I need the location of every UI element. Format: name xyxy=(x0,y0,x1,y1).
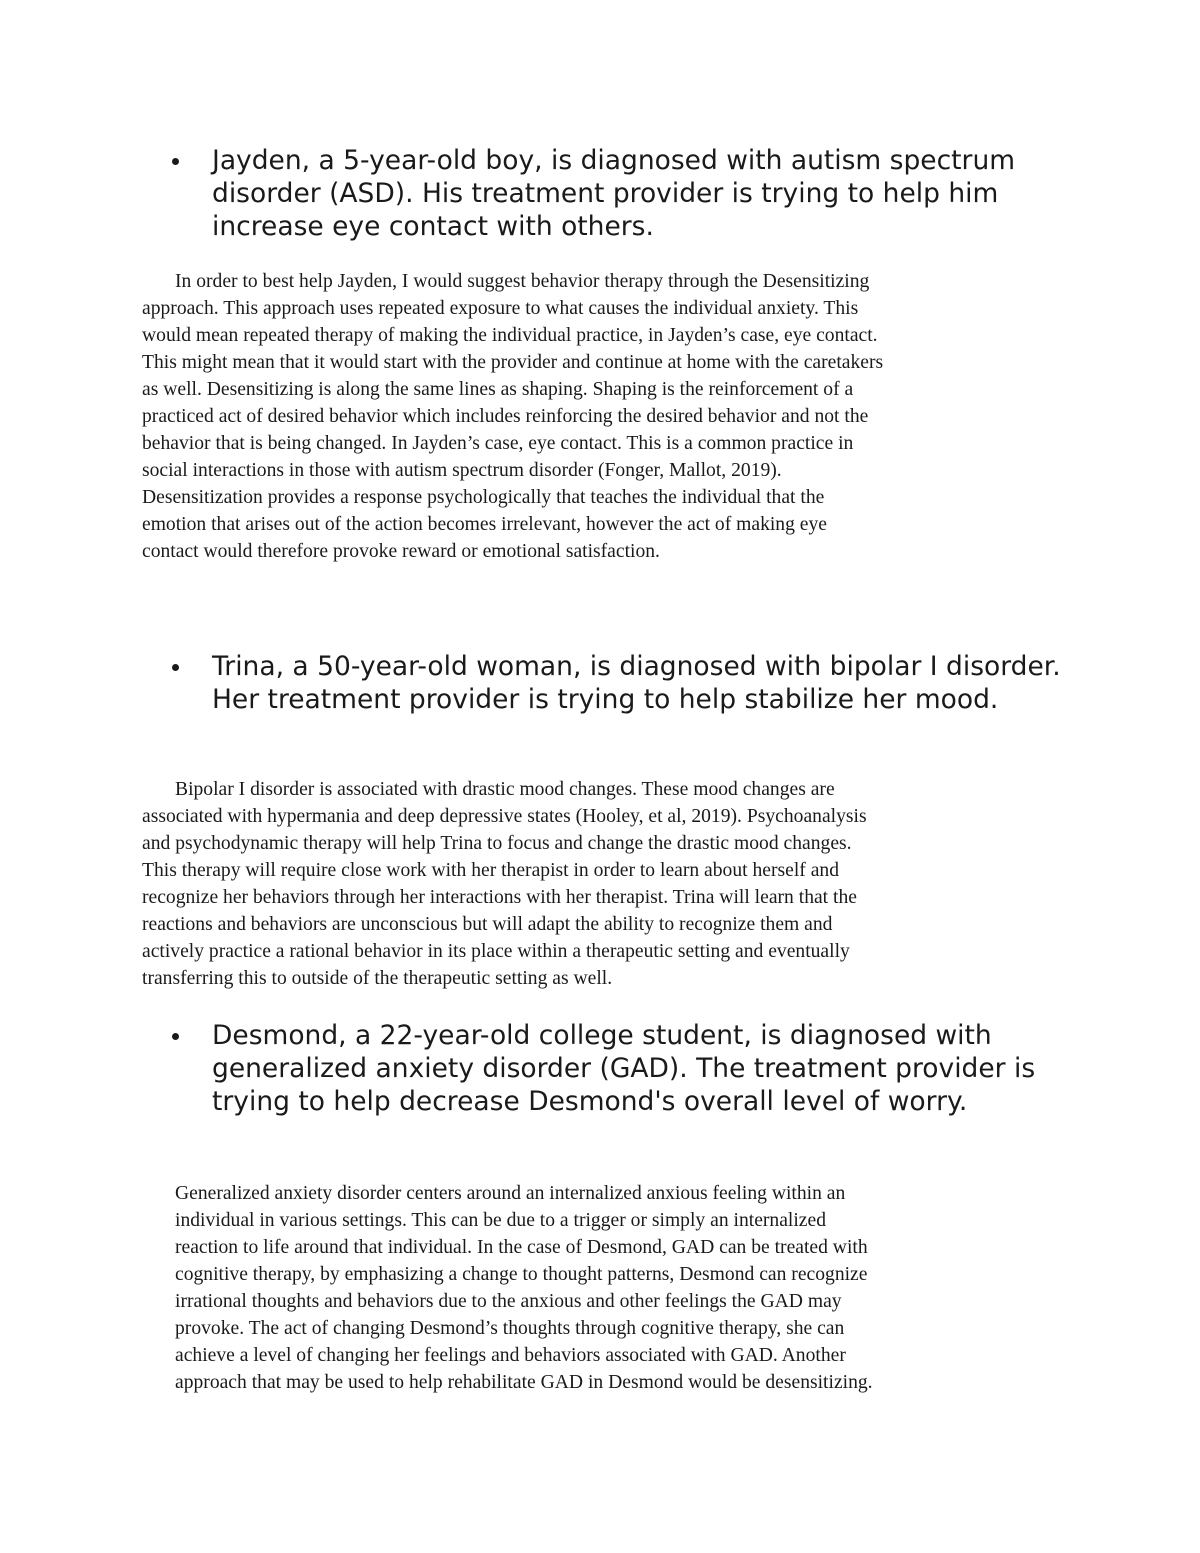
paragraph-line: contact would therefore provoke reward or emotional satisfaction. xyxy=(142,541,660,562)
paragraph-line: This therapy will require close work with her therapist in order to learn about herself and xyxy=(142,860,839,881)
paragraph-line: and psychodynamic therapy will help Trina to focus and change the drastic mood changes. xyxy=(142,833,852,854)
paragraph-line: individual in various settings. This can be due to a trigger or simply an internalized xyxy=(175,1210,826,1231)
paragraph-line: Bipolar I disorder is associated with drastic mood changes. These mood changes are xyxy=(175,779,835,800)
section-paragraph xyxy=(142,776,1082,992)
section-paragraph xyxy=(142,268,1082,565)
paragraph-line: irrational thoughts and behaviors due to the anxious and other feelings the GAD may xyxy=(175,1291,842,1312)
paragraph-line: reaction to life around that individual. In the case of Desmond, GAD can be treated with xyxy=(175,1237,868,1258)
paragraph-line: cognitive therapy, by emphasizing a change to thought patterns, Desmond can recognize xyxy=(175,1264,868,1285)
paragraph-line: approach. This approach uses repeated exposure to what causes the individual anxiety. This xyxy=(142,298,859,319)
paragraph-line: social interactions in those with autism spectrum disorder (Fonger, Mallot, 2019). xyxy=(142,460,782,481)
section-heading: Jayden, a 5-year-old boy, is diagnosed with autism spectrum disorder (ASD). His treatment provider is trying to help him increase eye contact with others. xyxy=(212,145,1016,242)
paragraph-line: associated with hypermania and deep depressive states (Hooley, et al, 2019). Psychoanalysis xyxy=(142,806,867,827)
paragraph-line: would mean repeated therapy of making the individual practice, in Jayden’s case, eye contact. xyxy=(142,325,878,346)
paragraph-line: provoke. The act of changing Desmond’s thoughts through cognitive therapy, she can xyxy=(175,1318,845,1339)
paragraph-line: behavior that is being changed. In Jayden’s case, eye contact. This is a common practice in xyxy=(142,433,854,454)
paragraph-line: Generalized anxiety disorder centers around an internalized anxious feeling within an xyxy=(175,1183,846,1204)
paragraph-line: transferring this to outside of the therapeutic setting as well. xyxy=(142,968,613,989)
paragraph-line: achieve a level of changing her feelings and behaviors associated with GAD. Another xyxy=(175,1345,846,1366)
bullet-icon xyxy=(172,158,179,165)
paragraph-line: In order to best help Jayden, I would suggest behavior therapy through the Desensitizing xyxy=(175,271,870,292)
bullet-icon xyxy=(172,664,179,671)
paragraph-line: recognize her behaviors through her interactions with her therapist. Trina will learn that the xyxy=(142,887,857,908)
paragraph-line: as well. Desensitizing is along the same lines as shaping. Shaping is the reinforcement of a xyxy=(142,379,854,400)
paragraph-line: reactions and behaviors are unconscious but will adapt the ability to recognize them and xyxy=(142,914,833,935)
section-heading: Trina, a 50-year-old woman, is diagnosed with bipolar I disorder. Her treatment provider is trying to help stabilize her mood. xyxy=(212,651,1061,715)
section-heading: Desmond, a 22-year-old college student, is diagnosed with generalized anxiety disorder (GAD). The treatment provider is trying to help decrease Desmond's overall level of worry. xyxy=(212,1020,1036,1117)
bullet-icon xyxy=(172,1033,179,1040)
paragraph-line: emotion that arises out of the action becomes irrelevant, however the act of making eye xyxy=(142,514,827,535)
section-paragraph xyxy=(175,1180,1075,1396)
paragraph-line: Desensitization provides a response psychologically that teaches the individual that the xyxy=(142,487,825,508)
paragraph-line: actively practice a rational behavior in its place within a therapeutic setting and eventually xyxy=(142,941,850,962)
paragraph-line: This might mean that it would start with the provider and continue at home with the caretakers xyxy=(142,352,884,373)
paragraph-line: approach that may be used to help rehabilitate GAD in Desmond would be desensitizing. xyxy=(175,1372,873,1393)
paragraph-line: practiced act of desired behavior which includes reinforcing the desired behavior and not the xyxy=(142,406,869,427)
